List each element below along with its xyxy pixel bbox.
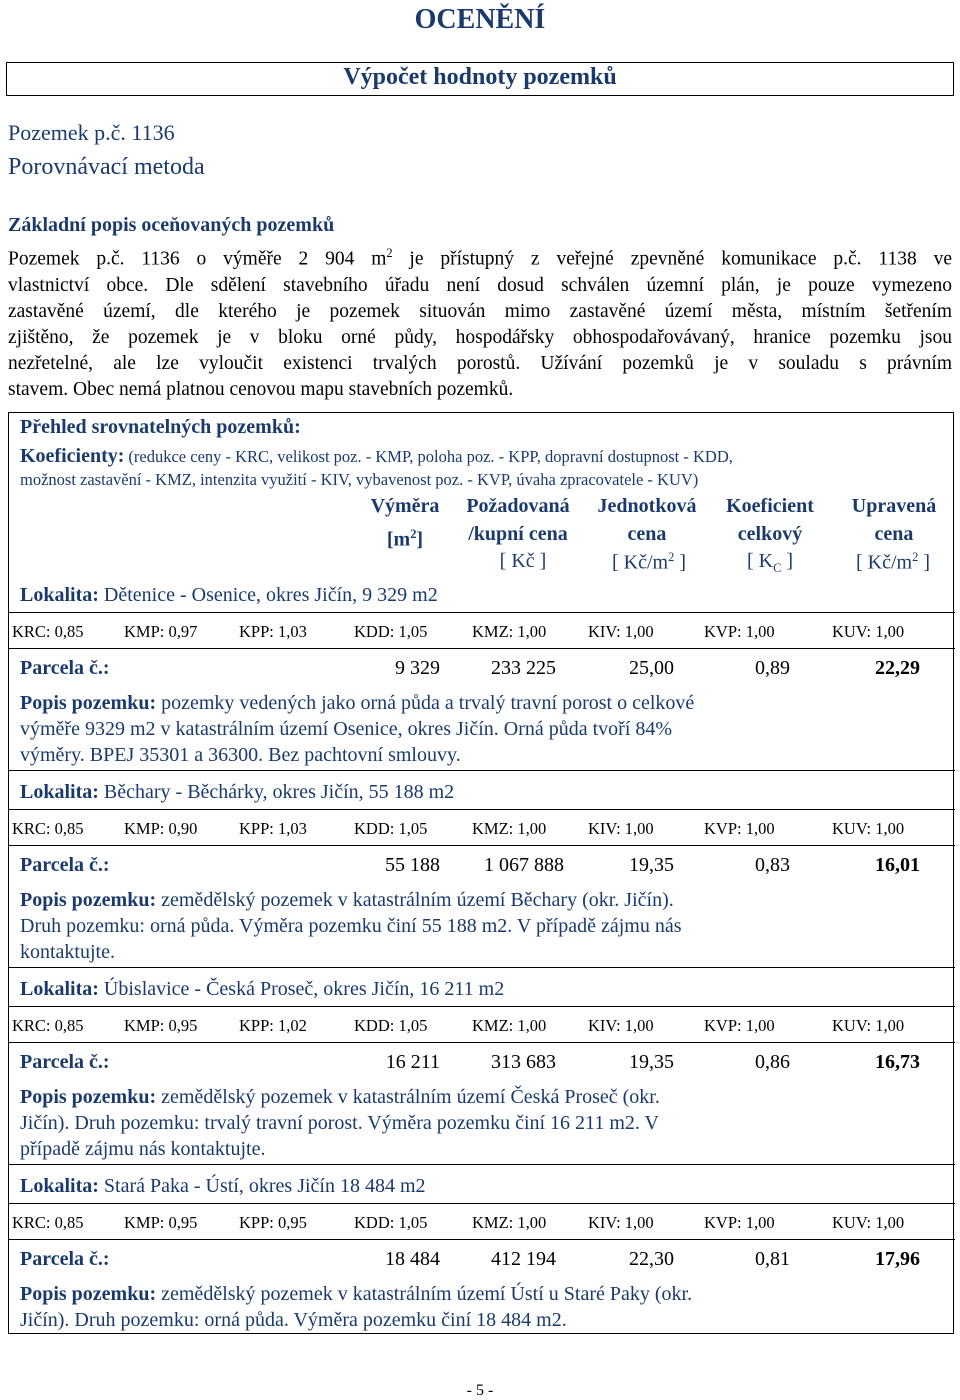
lokalita-value: Dětenice - Osenice, okres Jičín, 9 329 m2 [103, 584, 438, 606]
coef-krc: KRC: 0,85 [12, 1213, 84, 1232]
coef-kpp: KPP: 1,03 [239, 622, 307, 641]
popis-label: Popis pozemku: [20, 1283, 157, 1305]
coef-kmz: KMZ: 1,00 [472, 1213, 547, 1232]
col-jednotkova-title: Jednotková [597, 495, 697, 517]
coef-kdd: KDD: 1,05 [354, 622, 428, 641]
popis-line: Druh pozemku: orná půda. Výměra pozemku činí 55 188 m2. V případě zájmu nás [20, 915, 682, 937]
coef-legend-label: Koeficienty: [20, 445, 125, 467]
page-title: OCENĚNÍ [414, 4, 546, 35]
entry-4-upravena: 17,96 [875, 1248, 920, 1270]
entry-2-parcela-label: Parcela č.: [20, 854, 110, 876]
coef-kmp: KMP: 0,97 [124, 622, 198, 641]
coef-kvp: KVP: 1,00 [704, 1213, 775, 1232]
entry-4-lokalita [20, 1175, 426, 1198]
coef-kvp: KVP: 1,00 [704, 1016, 775, 1035]
popis-line: výměry. BPEJ 35301 a 36300. Bez pachtovní smlouvy. [20, 744, 461, 766]
popis-line: zemědělský pozemek v katastrálním území Ústí u Staré Paky (okr. [156, 1283, 693, 1305]
coef-kmp: KMP: 0,95 [124, 1213, 198, 1232]
lokalita-value: Úbislavice - Česká Proseč, okres Jičín, 16 211 m2 [103, 978, 505, 1000]
page-subtitle: Výpočet hodnoty pozemků [343, 64, 617, 90]
popis-line: kontaktujte. [20, 941, 115, 963]
entry-3-koeficient: 0,86 [755, 1051, 790, 1073]
entry-3-vymera: 16 211 [385, 1051, 440, 1073]
coef-kuv: KUV: 1,00 [832, 1213, 905, 1232]
popis-line: Jičín). Druh pozemku: orná půda. Výměra pozemku činí 18 484 m2. [20, 1309, 567, 1331]
basic-line-2: vlastnictví obce. Dle sdělení stavebního úřadu není dosud schválen územní plán, je pouze vymezeno [8, 274, 952, 296]
coef-kiv: KIV: 1,00 [588, 819, 654, 838]
lokalita-value: Běchary - Běchárky, okres Jičín, 55 188 m2 [103, 781, 455, 803]
divider [8, 1006, 955, 1007]
coef-kmz: KMZ: 1,00 [472, 819, 547, 838]
entry-1-cena: 233 225 [491, 657, 556, 679]
divider [8, 845, 955, 846]
lokalita-label: Lokalita: [20, 781, 99, 803]
coef-krc: KRC: 0,85 [12, 819, 84, 838]
coef-kdd: KDD: 1,05 [354, 1016, 428, 1035]
entry-3-popis [20, 1084, 940, 1162]
coef-kdd: KDD: 1,05 [354, 1213, 428, 1232]
coef-kiv: KIV: 1,00 [588, 622, 654, 641]
col-vymera-title: Výměra [370, 495, 440, 517]
coef-legend-text-1: (redukce ceny - KRC, velikost poz. - KMP, poloha poz. - KPP, dopravní dostupnost - KDD, [128, 447, 733, 466]
coef-legend-text-2: možnost zastavění - KMZ, intenzita využití - KIV, vybavenost poz. - KVP, úvaha zpracovatele - KUV) [20, 470, 699, 489]
basic-line-3: zastavěné území, dle kterého je pozemek situován mimo zastavěné území města, místním šetřením [8, 300, 952, 322]
lokalita-label: Lokalita: [20, 978, 99, 1000]
coef-kuv: KUV: 1,00 [832, 622, 905, 641]
basic-heading: Základní popis oceňovaných pozemků [8, 214, 335, 236]
entry-1-koeficient: 0,89 [755, 657, 790, 679]
coef-kvp: KVP: 1,00 [704, 622, 775, 641]
basic-line-4: zjištěno, že pozemek je v bloku orné půdy, hospodářsky obhospodařovávaný, hranice pozemku jsou [8, 326, 952, 348]
entry-2-upravena: 16,01 [875, 854, 920, 876]
divider [8, 648, 955, 649]
popis-line: pozemky vedených jako orná půda a trvalý travní porost o celkové [156, 692, 695, 714]
popis-label: Popis pozemku: [20, 889, 157, 911]
col-pozadovana-sub: /kupní cena [468, 523, 568, 545]
col-jednotkova-sub: cena [627, 523, 667, 545]
parcel-label: Pozemek p.č. 1136 [8, 120, 175, 145]
coef-kdd: KDD: 1,05 [354, 819, 428, 838]
entry-2-jednotkova: 19,35 [629, 854, 674, 876]
page-number: - 5 - [466, 1382, 494, 1399]
coef-kiv: KIV: 1,00 [588, 1016, 654, 1035]
entry-4-jednotkova: 22,30 [629, 1248, 674, 1270]
divider [8, 809, 955, 810]
col-koeficient-unit: [ $K_C$ ] [746, 550, 794, 575]
divider [8, 1203, 955, 1204]
col-upravena-title: Upravená [851, 495, 937, 517]
coef-kuv: KUV: 1,00 [832, 819, 905, 838]
divider [8, 967, 955, 968]
col-koeficient-header [708, 492, 832, 548]
basic-line-5: nezřetelné, ale lze vyloučit existenci trvalých porostů. Užívání pozemků je v souladu s právním [8, 352, 952, 374]
divider [8, 612, 955, 613]
coef-kvp: KVP: 1,00 [704, 819, 775, 838]
entry-2-popis [20, 887, 940, 965]
entry-3-parcela-label: Parcela č.: [20, 1051, 110, 1073]
entry-1-jednotkova: 25,00 [629, 657, 674, 679]
lokalita-label: Lokalita: [20, 1175, 99, 1197]
coef-kiv: KIV: 1,00 [588, 1213, 654, 1232]
popis-line: zemědělský pozemek v katastrálním území Česká Proseč (okr. [156, 1086, 660, 1108]
entry-1-vymera: 9 329 [395, 657, 440, 679]
col-upravena-unit: [ $Kč/m^2$ ] [856, 550, 930, 574]
col-jednotkova-header [582, 492, 712, 548]
lokalita-label: Lokalita: [20, 584, 99, 606]
popis-line: výměře 9329 m2 v katastrálním území Osenice, okres Jičín. Orná půda tvoří 84% [20, 718, 673, 740]
basic-description [8, 240, 952, 403]
entry-1-lokalita [20, 584, 438, 607]
coef-kmz: KMZ: 1,00 [472, 1016, 547, 1035]
entry-3-upravena: 16,73 [875, 1051, 920, 1073]
coef-kpp: KPP: 1,03 [239, 819, 307, 838]
col-pozadovana-title: Požadovaná [466, 495, 570, 517]
entry-2-vymera: 55 188 [385, 854, 440, 876]
popis-line: Jičín). Druh pozemku: trvalý travní porost. Výměra pozemku činí 16 211 m2. V [20, 1112, 659, 1134]
divider [8, 1164, 955, 1165]
basic-line-6: stavem. Obec nemá platnou cenovou mapu stavebních pozemků. [8, 378, 514, 400]
entry-4-vymera: 18 484 [385, 1248, 440, 1270]
col-koeficient-title: Koeficient [726, 495, 814, 517]
coef-kuv: KUV: 1,00 [832, 1016, 905, 1035]
coef-kpp: KPP: 0,95 [239, 1213, 307, 1232]
entry-3-jednotkova: 19,35 [629, 1051, 674, 1073]
overview-heading: Přehled srovnatelných pozemků: [20, 416, 301, 438]
entry-4-koeficient: 0,81 [755, 1248, 790, 1270]
col-vymera-header [350, 492, 460, 554]
col-jednotkova-unit: [ $Kč/m^2$ ] [612, 550, 686, 574]
coef-kmp: KMP: 0,90 [124, 819, 198, 838]
coef-kpp: KPP: 1,02 [239, 1016, 307, 1035]
method-label: Porovnávací metoda [8, 154, 205, 180]
coef-krc: KRC: 0,85 [12, 622, 84, 641]
lokalita-value: Stará Paka - Ústí, okres Jičín 18 484 m2 [103, 1175, 426, 1197]
coef-kmp: KMP: 0,95 [124, 1016, 198, 1035]
col-upravena-sub: cena [874, 523, 914, 545]
popis-label: Popis pozemku: [20, 692, 157, 714]
entry-1-popis [20, 690, 940, 768]
coef-krc: KRC: 0,85 [12, 1016, 84, 1035]
entry-1-upravena: 22,29 [875, 657, 920, 679]
entry-1-parcela-label: Parcela č.: [20, 657, 110, 679]
coef-legend [20, 445, 733, 468]
popis-line: zemědělský pozemek v katastrálním území Běchary (okr. Jičín). [156, 889, 674, 911]
divider [8, 770, 955, 771]
entry-2-cena: 1 067 888 [484, 854, 564, 876]
entry-2-lokalita [20, 781, 454, 804]
col-pozadovana-header [448, 492, 588, 548]
entry-3-cena: 313 683 [491, 1051, 556, 1073]
col-vymera-unit: $[m^2]$ [386, 527, 424, 551]
coef-kmz: KMZ: 1,00 [472, 622, 547, 641]
popis-label: Popis pozemku: [20, 1086, 157, 1108]
col-pozadovana-unit: [ Kč ] [499, 550, 547, 572]
col-koeficient-sub: celkový [737, 523, 803, 545]
divider [8, 1239, 955, 1240]
entry-4-parcela-label: Parcela č.: [20, 1248, 110, 1270]
entry-4-popis [20, 1281, 940, 1333]
entry-4-cena: 412 194 [491, 1248, 556, 1270]
col-upravena-header [836, 492, 952, 548]
basic-line-1: Pozemek p.č. 1136 o výměře 2 904 $m^2$ je přístupný z veřejné zpevněné komunikace p.č. 1138 ve [8, 246, 952, 270]
entry-3-lokalita [20, 978, 504, 1001]
entry-2-koeficient: 0,83 [755, 854, 790, 876]
popis-line: případě zájmu nás kontaktujte. [20, 1138, 266, 1160]
divider [8, 1042, 955, 1043]
